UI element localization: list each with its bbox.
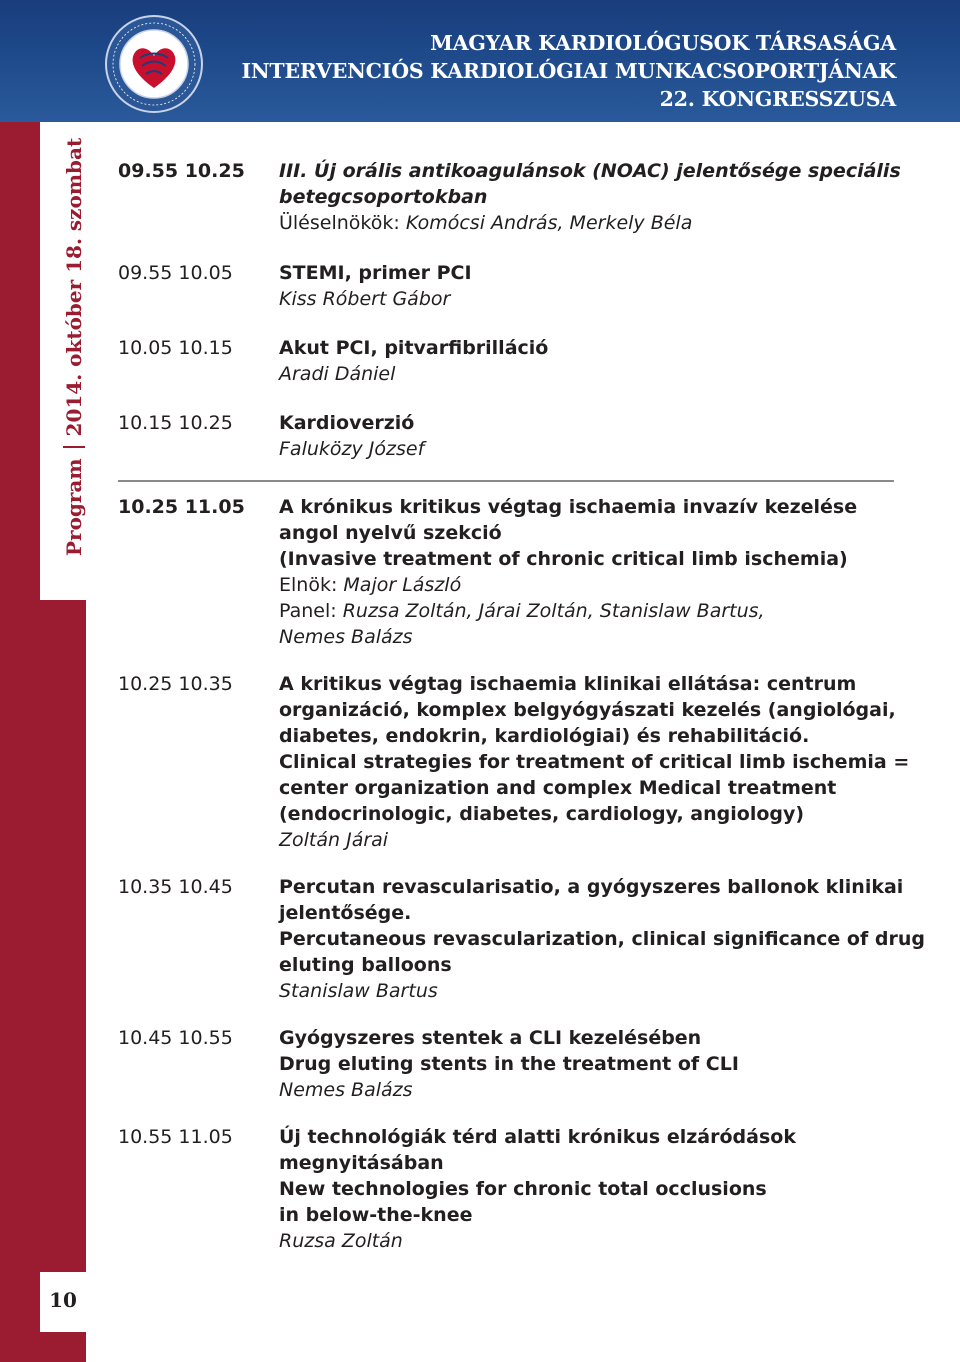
panel-names-line-1: Ruzsa Zoltán, Járai Zoltán, Stanislaw Bartus, bbox=[342, 600, 765, 622]
page-number: 10 bbox=[49, 1288, 77, 1312]
chair-label: Elnök: bbox=[279, 574, 344, 596]
talk-time: 10.35 10.45 bbox=[118, 876, 233, 898]
sidebar-date-label bbox=[62, 138, 86, 556]
session-time: 09.55 10.25 bbox=[118, 160, 245, 182]
talk-title-line: Új technológiák térd alatti krónikus elzáródások bbox=[279, 1126, 796, 1148]
talk-title-line: New technologies for chronic total occlusions bbox=[279, 1178, 767, 1200]
talk-title-line: diabetes, endokrin, kardiológiai) és rehabilitáció. bbox=[279, 725, 810, 747]
talk-title-line: Drug eluting stents in the treatment of CLI bbox=[279, 1053, 739, 1075]
session-title-line-2: angol nyelvű szekció bbox=[279, 522, 502, 544]
session-title-line-2: betegcsoportokban bbox=[279, 186, 488, 208]
talk-speaker: Faluközy József bbox=[279, 438, 425, 460]
panel-names-line-2: Nemes Balázs bbox=[279, 626, 413, 648]
talk-title-line: Percutaneous revascularization, clinical significance of drug bbox=[279, 928, 925, 950]
talk-speaker: Stanislaw Bartus bbox=[279, 980, 438, 1002]
talk-title-line: A kritikus végtag ischaemia klinikai ellátása: centrum bbox=[279, 673, 857, 695]
session-title-line-3: (Invasive treatment of chronic critical limb ischemia) bbox=[279, 548, 848, 570]
talk-title-line: megnyitásában bbox=[279, 1152, 444, 1174]
chairs-label: Üléselnökök: bbox=[279, 212, 406, 234]
talk-title-line: center organization and complex Medical treatment bbox=[279, 777, 837, 799]
talk-title-line: eluting balloons bbox=[279, 954, 452, 976]
talk-speaker: Nemes Balázs bbox=[279, 1079, 413, 1101]
panel-label: Panel: bbox=[279, 600, 343, 622]
header-title bbox=[242, 29, 897, 113]
talk-time: 10.05 10.15 bbox=[118, 337, 233, 359]
talk-title-line: organizáció, komplex belgyógyászati kezelés (angiológai, bbox=[279, 699, 896, 721]
date-label: 2014. október 18. szombat bbox=[62, 137, 86, 437]
society-emblem-icon bbox=[104, 14, 204, 114]
talk-title-line: jelentősége. bbox=[279, 902, 412, 924]
talk-title: Kardioverzió bbox=[279, 412, 415, 434]
talk-title-line: Percutan revascularisatio, a gyógyszeres ballonok klinikai bbox=[279, 876, 904, 898]
talk-title: STEMI, primer PCI bbox=[279, 262, 472, 284]
chair-name: Major László bbox=[343, 574, 462, 596]
header-band bbox=[0, 0, 960, 122]
talk-time: 09.55 10.05 bbox=[118, 262, 233, 284]
talk-title-line: Gyógyszeres stentek a CLI kezelésében bbox=[279, 1027, 702, 1049]
session-title-line-1: III. Új orális antikoagulánsok (NOAC) jelentősége speciális bbox=[279, 160, 901, 182]
separator bbox=[63, 446, 85, 448]
talk-title-line: (endocrinologic, diabetes, cardiology, angiology) bbox=[279, 803, 805, 825]
talk-time: 10.15 10.25 bbox=[118, 412, 233, 434]
header-line-1: MAGYAR KARDIOLÓGUSOK TÁRSASÁGA bbox=[430, 31, 896, 55]
talk-time: 10.55 11.05 bbox=[118, 1126, 233, 1148]
program-label: Program bbox=[62, 458, 86, 556]
talk-time: 10.45 10.55 bbox=[118, 1027, 233, 1049]
talk-title: Akut PCI, pitvarfibrilláció bbox=[279, 337, 549, 359]
header-line-3: 22. KONGRESSZUSA bbox=[659, 87, 896, 111]
talk-speaker: Zoltán Járai bbox=[279, 829, 389, 851]
talk-speaker: Ruzsa Zoltán bbox=[279, 1230, 403, 1252]
session-title-line-1: A krónikus kritikus végtag ischaemia invazív kezelése bbox=[279, 496, 858, 518]
chairs-names: Komócsi András, Merkely Béla bbox=[405, 212, 693, 234]
header-line-2: INTERVENCIÓS KARDIOLÓGIAI MUNKACSOPORTJÁNAK bbox=[241, 59, 896, 83]
talk-title-line: in below-the-knee bbox=[279, 1204, 473, 1226]
talk-time: 10.25 10.35 bbox=[118, 673, 233, 695]
session-time: 10.25 11.05 bbox=[118, 496, 245, 518]
section-divider bbox=[118, 480, 894, 482]
talk-title-line: Clinical strategies for treatment of critical limb ischemia = bbox=[279, 751, 910, 773]
talk-speaker: Aradi Dániel bbox=[279, 363, 396, 385]
talk-speaker: Kiss Róbert Gábor bbox=[279, 288, 451, 310]
